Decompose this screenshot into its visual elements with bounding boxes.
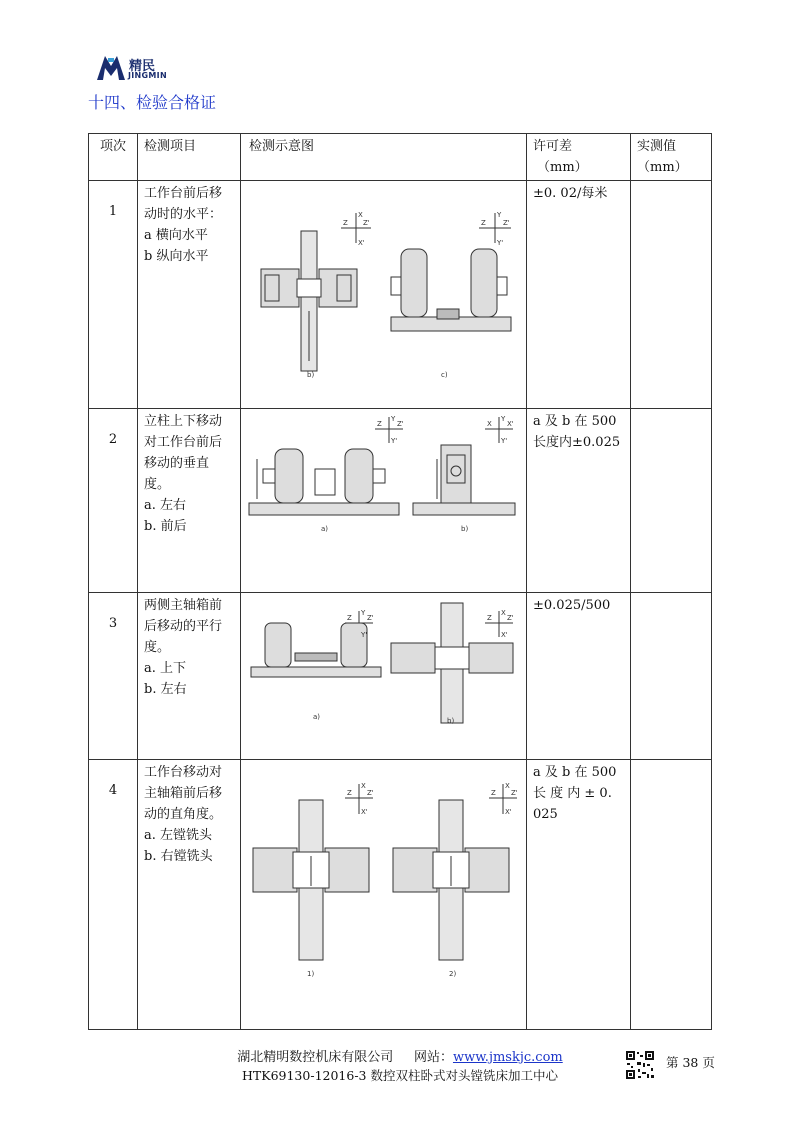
item-line: 动的直角度。: [144, 807, 223, 822]
row-number: [89, 760, 138, 1030]
logo-text-en: JINGMIN: [128, 71, 167, 80]
item-line: b 纵向水平: [144, 249, 209, 264]
diagram-spindle-parallel: [241, 593, 525, 733]
axis-label: Z: [491, 789, 496, 797]
header-no: 项次: [89, 134, 138, 181]
check-item: [138, 760, 241, 1030]
tolerance-line: 长 度 内 ± 0.: [533, 786, 612, 801]
item-line: 工作台前后移: [144, 186, 223, 201]
section-title: 十四、检验合格证: [88, 93, 217, 112]
inspection-table: [88, 133, 712, 1030]
item-line: 立柱上下移动: [144, 414, 223, 429]
table-row: [89, 181, 712, 409]
figure-label: 1): [307, 970, 315, 978]
table-header-row: [89, 134, 712, 181]
axis-label: Z: [377, 420, 382, 428]
tolerance-line: a 及 b 在 500: [533, 414, 617, 429]
measured-value-cell: [631, 593, 712, 760]
figure-cell: [241, 760, 527, 1030]
axis-label: Z': [363, 219, 370, 227]
figure-label: a): [313, 713, 321, 721]
company-logo: [95, 52, 185, 86]
measured-value-cell: [631, 181, 712, 409]
tolerance-cell: ±0. 02/每米: [527, 181, 631, 409]
item-line: 工作台移动对: [144, 765, 223, 780]
check-item: [138, 409, 241, 593]
row-number-text: 4: [108, 783, 118, 798]
measured-value-cell: [631, 760, 712, 1030]
tolerance-line: 025: [533, 807, 558, 822]
header-measured-label: 实测值: [637, 139, 677, 154]
axis-label: Z': [397, 420, 404, 428]
item-line: a. 左右: [144, 498, 187, 513]
item-line: a. 上下: [144, 661, 187, 676]
item-line: 后移动的平行: [144, 619, 223, 634]
axis-label: Z': [367, 614, 374, 622]
figure-label: b): [447, 717, 455, 725]
tolerance-line: 长度内±0.025: [533, 435, 621, 450]
axis-label: X: [501, 609, 506, 617]
item-line: 移动的垂直: [144, 456, 210, 471]
figure-label: a): [321, 525, 329, 533]
diagram-column-vertical: [241, 409, 525, 567]
diagram-workbench-level: [241, 181, 525, 381]
header-tolerance-label: 许可差: [533, 139, 573, 154]
axis-label: Y': [391, 437, 398, 445]
axis-label: Y: [497, 211, 502, 219]
item-line: a 横向水平: [144, 228, 208, 243]
header-tolerance: [527, 134, 631, 181]
footer-site-label: 网站：: [413, 1050, 453, 1065]
header-tolerance-unit: （mm）: [537, 160, 588, 175]
axis-label: X': [501, 631, 508, 639]
item-line: 度。: [144, 640, 171, 655]
row-number: [89, 593, 138, 760]
axis-label: X: [358, 211, 363, 219]
item-line: b. 右镗铣头: [144, 849, 213, 864]
diagram-squareness: [241, 760, 525, 1004]
figure-label: b): [307, 371, 315, 379]
footer-website-link[interactable]: www.jmskjc.com: [452, 1050, 563, 1065]
check-item: [138, 181, 241, 409]
row-number-text: 3: [108, 616, 118, 631]
axis-label: Z: [347, 614, 352, 622]
axis-label: X: [361, 782, 366, 790]
table-row: [89, 409, 712, 593]
item-line: 对工作台前后: [144, 435, 223, 450]
qr-code-icon: [625, 1050, 655, 1080]
axis-label: Z: [347, 789, 352, 797]
check-item: [138, 593, 241, 760]
axis-label: Z': [367, 789, 374, 797]
measured-value-cell: [631, 409, 712, 593]
item-line: 度。: [144, 477, 171, 492]
tolerance-cell: [527, 409, 631, 593]
axis-label: Z: [343, 219, 348, 227]
axis-label: Z': [507, 614, 514, 622]
header-measured-unit: （mm）: [637, 160, 688, 175]
table-row: [89, 593, 712, 760]
axis-label: X': [507, 420, 514, 428]
figure-cell: [241, 409, 527, 593]
axis-label: Z': [511, 789, 518, 797]
header-item: 检测项目: [138, 134, 241, 181]
item-line: b. 前后: [144, 519, 187, 534]
tolerance-cell: ±0.025/500: [527, 593, 631, 760]
figure-label: 2): [449, 970, 457, 978]
axis-label: Z: [481, 219, 486, 227]
header-measured: [631, 134, 712, 181]
axis-label: Y: [361, 609, 366, 617]
axis-label: X: [505, 782, 510, 790]
footer-company: 湖北精明数控机床有限公司: [237, 1050, 394, 1065]
item-line: a. 左镗铣头: [144, 828, 213, 843]
axis-label: Y': [501, 437, 508, 445]
item-line: 两侧主轴箱前: [144, 598, 223, 613]
axis-label: X': [358, 239, 365, 247]
axis-label: Y: [391, 415, 396, 423]
figure-label: b): [461, 525, 469, 533]
axis-label: Z': [503, 219, 510, 227]
table-row: [89, 760, 712, 1030]
axis-label: X: [487, 420, 492, 428]
figure-cell: [241, 181, 527, 409]
axis-label: X': [361, 808, 368, 816]
row-number: [89, 181, 138, 409]
axis-label: Y': [497, 239, 504, 247]
row-number-text: 2: [108, 432, 118, 447]
row-number-text: 1: [108, 204, 118, 219]
axis-label: Y: [501, 415, 506, 423]
page-number: 第 38 页: [666, 1055, 715, 1070]
tolerance-line: a 及 b 在 500: [533, 765, 617, 780]
figure-label: c): [441, 371, 448, 379]
footer-doc-line: HTK69130-12016-3 数控双柱卧式对头镗铣床加工中心: [242, 1068, 558, 1083]
item-line: 动时的水平：: [144, 207, 223, 222]
logo-mark-icon: [95, 52, 127, 82]
tolerance-cell: [527, 760, 631, 1030]
axis-label: X': [505, 808, 512, 816]
row-number: [89, 409, 138, 593]
item-line: 主轴箱前后移: [144, 786, 223, 801]
axis-label: Y': [361, 631, 368, 639]
axis-label: Z: [487, 614, 492, 622]
header-figure: 检测示意图: [241, 134, 527, 181]
logo-text-cn: 精民: [129, 59, 156, 74]
item-line: b. 左右: [144, 682, 187, 697]
figure-cell: [241, 593, 527, 760]
